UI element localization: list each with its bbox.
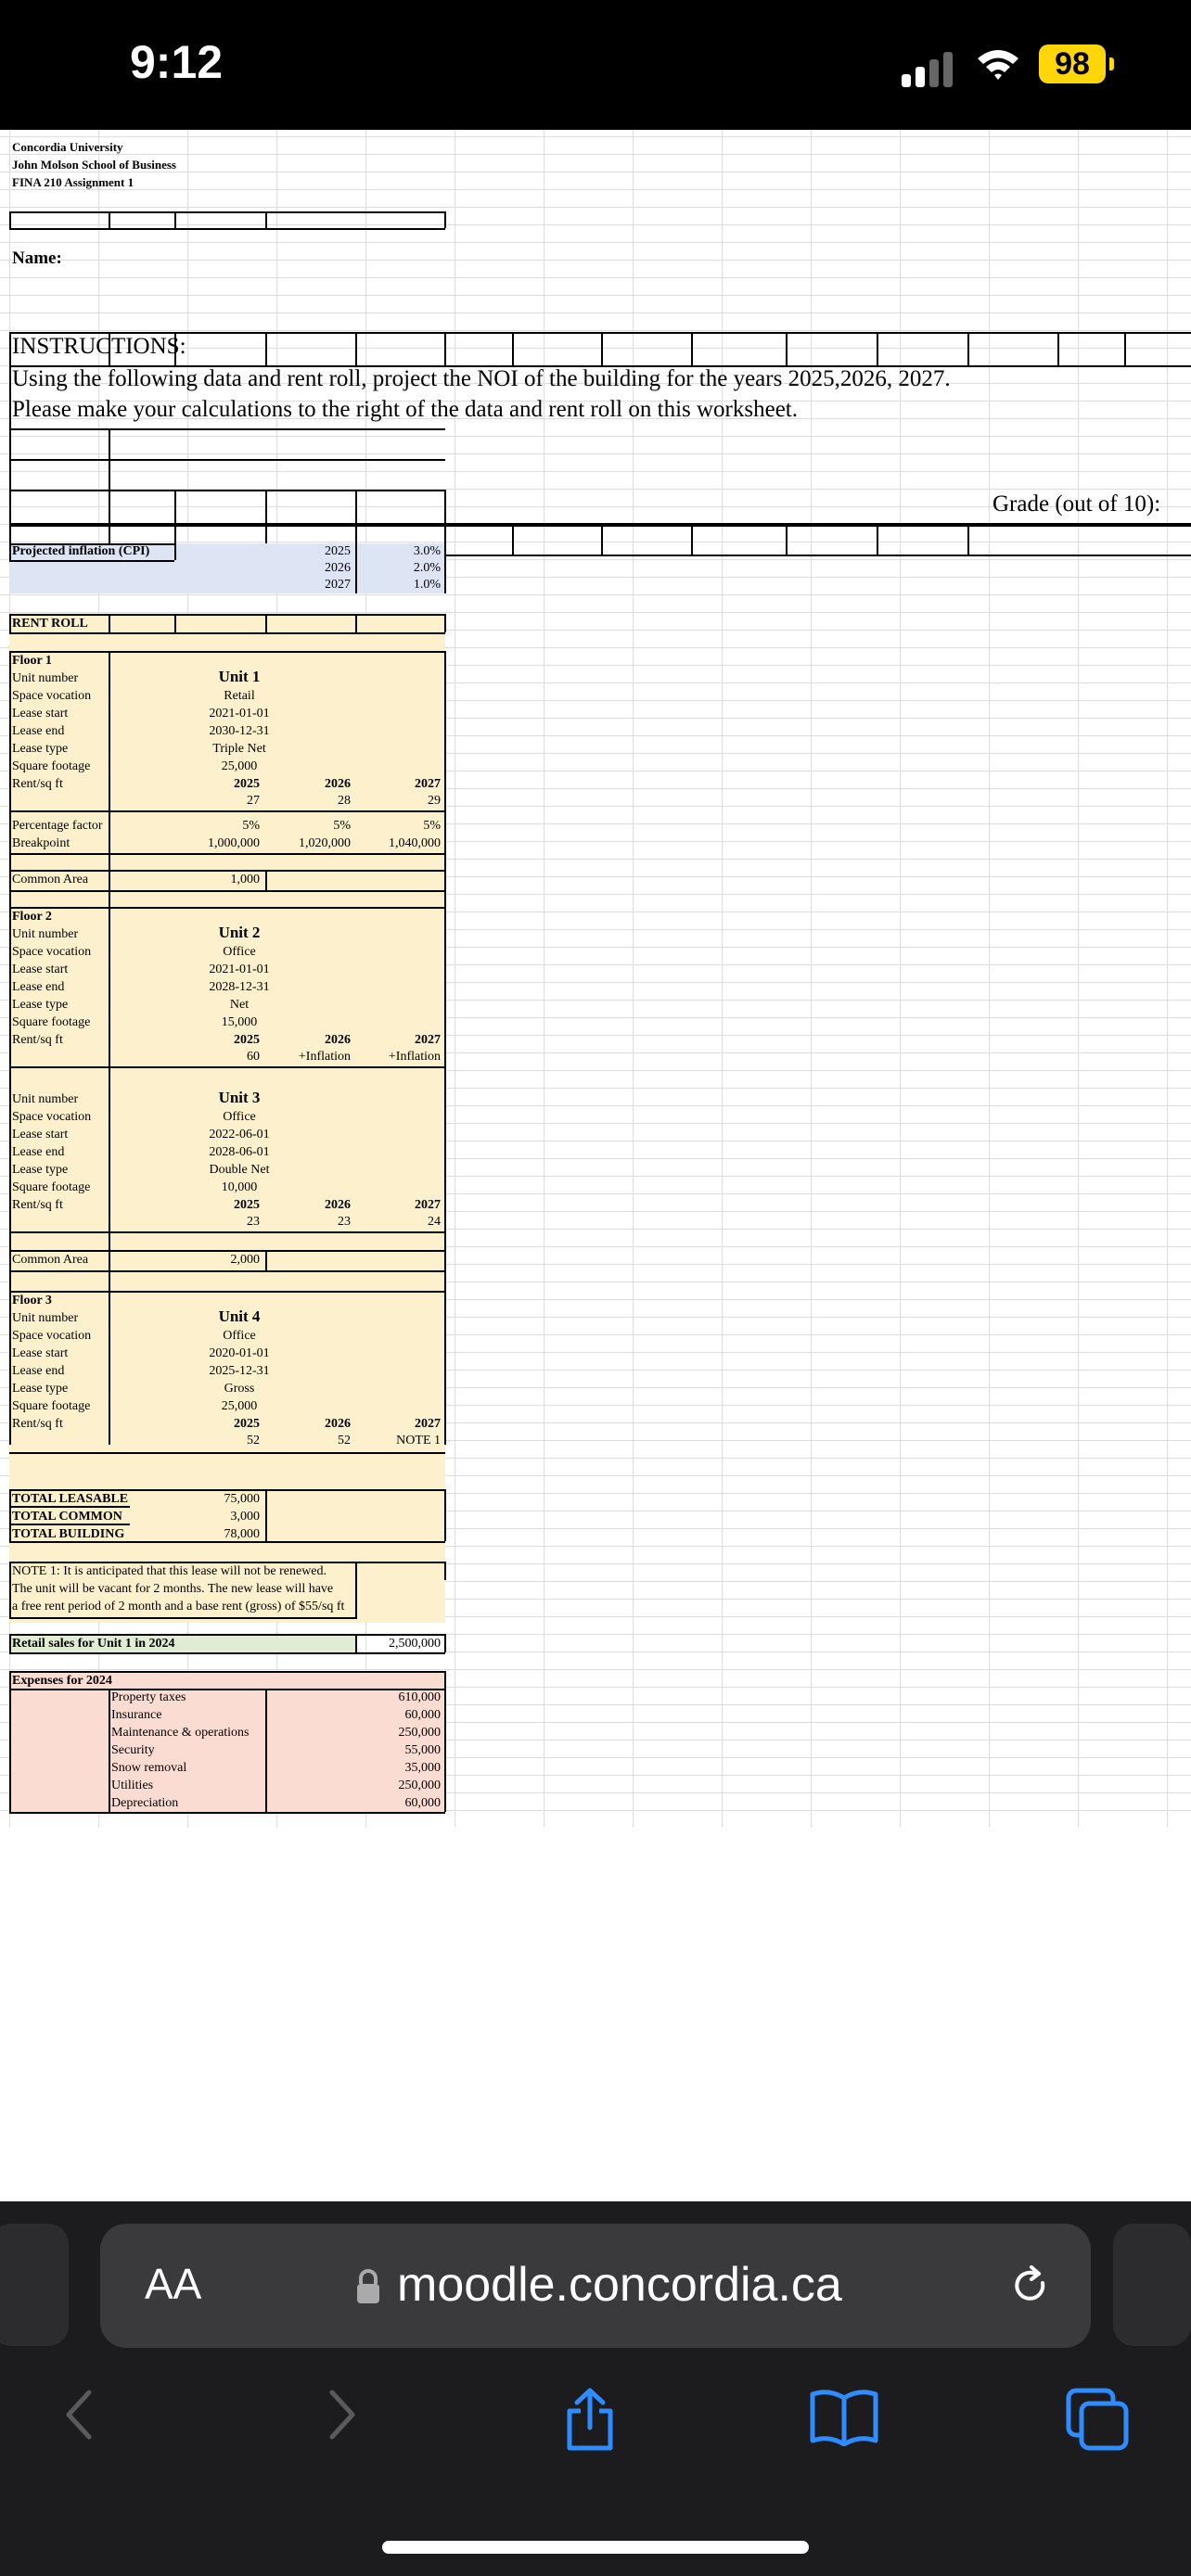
total-leasable-label: TOTAL LEASABLE	[12, 1492, 129, 1506]
unit-3-rent[interactable]: 23	[247, 1215, 260, 1229]
instructions-title: INSTRUCTIONS:	[12, 334, 186, 359]
unit-1-breakpoint[interactable]: 1,020,000	[299, 836, 351, 850]
unit-3-rent[interactable]: 23	[338, 1215, 351, 1229]
sheet-blank-area	[0, 1827, 1191, 2201]
row-label: Unit number	[12, 671, 79, 685]
unit-1-lease-type[interactable]: Triple Net	[212, 742, 266, 756]
expense-value[interactable]: 610,000	[398, 1690, 441, 1704]
expense-label: Maintenance & operations	[111, 1726, 250, 1740]
row-label: Rent/sq ft	[12, 777, 63, 791]
course-title: FINA 210 Assignment 1	[12, 175, 134, 189]
row-label: Space vocation	[12, 1110, 92, 1124]
unit-1-rent[interactable]: 27	[247, 794, 260, 808]
expense-value[interactable]: 35,000	[404, 1761, 441, 1775]
name-label: Name:	[12, 249, 62, 268]
clock: 9:12	[130, 36, 224, 88]
floor-3-title: Floor 3	[12, 1294, 52, 1307]
retail-sales-label: Retail sales for Unit 1 in 2024	[12, 1637, 175, 1651]
inflation-rate[interactable]: 3.0%	[413, 544, 441, 558]
expense-label: Property taxes	[111, 1690, 186, 1704]
row-label: Lease start	[12, 963, 69, 976]
unit-2-year: 2025	[234, 1033, 260, 1047]
spreadsheet-document[interactable]	[0, 130, 1191, 2201]
floor-2-title: Floor 2	[12, 910, 52, 924]
row-label: Unit number	[12, 1092, 79, 1106]
unit-1-rent[interactable]: 29	[428, 794, 441, 808]
forward-icon[interactable]	[321, 2387, 362, 2442]
row-label: Rent/sq ft	[12, 1033, 63, 1047]
back-icon[interactable]	[59, 2387, 100, 2442]
unit-1-pct-factor[interactable]: 5%	[242, 819, 260, 833]
bookmarks-icon[interactable]	[809, 2387, 879, 2446]
unit-2-rent[interactable]: +Inflation	[298, 1050, 351, 1064]
inflation-year: 2025	[325, 544, 351, 558]
inflation-rate[interactable]: 1.0%	[413, 578, 441, 592]
unit-4-sqft[interactable]: 25,000	[221, 1399, 258, 1413]
unit-2-sqft[interactable]: 15,000	[221, 1015, 258, 1029]
expense-value[interactable]: 250,000	[398, 1779, 441, 1792]
row-label: Lease end	[12, 1145, 65, 1159]
row-label: Lease type	[12, 998, 69, 1012]
unit-3-vocation[interactable]: Office	[223, 1110, 256, 1124]
expense-label: Utilities	[111, 1779, 154, 1792]
expense-label: Depreciation	[111, 1796, 179, 1810]
unit-3-year: 2026	[325, 1198, 351, 1212]
row-label: Unit number	[12, 1311, 79, 1325]
unit-1-year: 2027	[415, 777, 441, 791]
row-label: Square footage	[12, 1015, 91, 1029]
unit-1-vocation[interactable]: Retail	[224, 689, 255, 703]
row-label: Breakpoint	[12, 836, 70, 850]
unit-1-breakpoint[interactable]: 1,000,000	[208, 836, 260, 850]
total-common-value[interactable]: 3,000	[230, 1510, 260, 1524]
expenses-title: Expenses for 2024	[12, 1674, 112, 1688]
expense-value[interactable]: 250,000	[398, 1726, 441, 1740]
unit-4-lease-type[interactable]: Gross	[224, 1382, 255, 1396]
share-icon[interactable]	[560, 2387, 620, 2452]
row-label: Square footage	[12, 759, 91, 773]
total-building-value[interactable]: 78,000	[224, 1527, 260, 1541]
unit-3-year: 2025	[234, 1198, 260, 1212]
unit-4-year: 2027	[415, 1417, 441, 1431]
row-label: Space vocation	[12, 1329, 92, 1343]
inflation-label: Projected inflation (CPI)	[12, 544, 150, 558]
expense-label: Security	[111, 1743, 155, 1757]
note-line-3: a free rent period of 2 month and a base rent (gross) of $55/sq ft	[12, 1600, 345, 1613]
unit-1-lease-end[interactable]: 2030-12-31	[209, 724, 270, 738]
battery-icon: 98	[1039, 45, 1106, 83]
unit-1-year: 2025	[234, 777, 260, 791]
row-label: Lease type	[12, 742, 69, 756]
inflation-year: 2026	[325, 561, 351, 575]
row-label: Lease start	[12, 1346, 69, 1360]
next-tab-preview[interactable]	[1113, 2224, 1191, 2346]
unit-2-year: 2027	[415, 1033, 441, 1047]
expense-value[interactable]: 55,000	[404, 1743, 441, 1757]
row-label: Lease type	[12, 1382, 69, 1396]
unit-4-year: 2026	[325, 1417, 351, 1431]
row-label: Lease end	[12, 1364, 65, 1378]
unit-2-name[interactable]: Unit 2	[218, 924, 261, 941]
unit-4-vocation[interactable]: Office	[223, 1329, 256, 1343]
instructions-line-1: Using the following data and rent roll, project the NOI of the building for the years 2025,2026, 2027.	[12, 366, 951, 391]
row-label: Lease type	[12, 1163, 69, 1177]
unit-1-pct-factor[interactable]: 5%	[423, 819, 441, 833]
address-bar[interactable]	[100, 2224, 1091, 2348]
expense-label: Snow removal	[111, 1761, 187, 1775]
unit-2-lease-type[interactable]: Net	[229, 998, 250, 1012]
university-name: Concordia University	[12, 140, 123, 154]
lock-icon	[354, 2268, 382, 2305]
row-label: Square footage	[12, 1399, 91, 1413]
unit-3-lease-type[interactable]: Double Net	[209, 1163, 270, 1177]
cellular-signal-icon	[902, 52, 954, 87]
unit-3-lease-start[interactable]: 2022-06-01	[209, 1128, 270, 1141]
inflation-rate[interactable]: 2.0%	[413, 561, 441, 575]
unit-2-rent[interactable]: 60	[247, 1050, 260, 1064]
rent-roll-title: RENT ROLL	[12, 617, 88, 631]
browser-bottom-bar	[0, 2201, 1191, 2576]
row-label: Square footage	[12, 1180, 91, 1194]
note-line-1: NOTE 1: It is anticipated that this lease will not be renewed.	[12, 1564, 327, 1578]
total-common-label: TOTAL COMMON	[12, 1510, 122, 1524]
unit-1-year: 2026	[325, 777, 351, 791]
row-label: Common Area	[12, 873, 89, 886]
unit-4-lease-start[interactable]: 2020-01-01	[209, 1346, 270, 1360]
row-label: Rent/sq ft	[12, 1417, 63, 1431]
unit-2-lease-start[interactable]: 2021-01-01	[209, 963, 270, 976]
row-label: Percentage factor	[12, 819, 103, 833]
battery-tip	[1109, 57, 1114, 70]
total-leasable-value[interactable]: 75,000	[224, 1492, 260, 1506]
unit-2-year: 2026	[325, 1033, 351, 1047]
row-label: Lease start	[12, 707, 69, 721]
total-building-label: TOTAL BUILDING	[12, 1527, 125, 1541]
unit-1-sqft[interactable]: 25,000	[221, 759, 258, 773]
unit-1-lease-start[interactable]: 2021-01-01	[209, 707, 270, 721]
expense-value[interactable]: 60,000	[404, 1708, 441, 1722]
unit-2-lease-end[interactable]: 2028-12-31	[209, 980, 270, 994]
unit-3-lease-end[interactable]: 2028-06-01	[209, 1145, 270, 1159]
unit-4-name[interactable]: Unit 4	[218, 1307, 261, 1325]
unit-4-rent[interactable]: NOTE 1	[396, 1434, 441, 1447]
url-text[interactable]: moodle.concordia.ca	[397, 2258, 842, 2312]
row-label: Lease start	[12, 1128, 69, 1141]
unit-4-lease-end[interactable]: 2025-12-31	[209, 1364, 270, 1378]
previous-tab-preview[interactable]	[0, 2224, 69, 2346]
row-label: Space vocation	[12, 689, 92, 703]
home-indicator	[382, 2541, 809, 2554]
floor-1-title: Floor 1	[12, 654, 52, 668]
tabs-icon[interactable]	[1065, 2387, 1130, 2452]
unit-1-pct-factor[interactable]: 5%	[333, 819, 351, 833]
row-label: Lease end	[12, 724, 65, 738]
row-label: Space vocation	[12, 945, 92, 959]
unit-2-vocation[interactable]: Office	[223, 945, 256, 959]
unit-4-rent[interactable]: 52	[338, 1434, 351, 1447]
unit-1-breakpoint[interactable]: 1,040,000	[389, 836, 441, 850]
grade-label: Grade (out of 10):	[992, 491, 1161, 516]
unit-1-rent[interactable]: 28	[338, 794, 351, 808]
retail-sales-value[interactable]: 2,500,000	[389, 1637, 441, 1651]
text-size-button[interactable]: AA	[145, 2260, 202, 2308]
row-label: Lease end	[12, 980, 65, 994]
floor-1-common-area[interactable]: 1,000	[230, 873, 260, 886]
expense-label: Insurance	[111, 1708, 162, 1722]
status-bar	[0, 0, 1191, 130]
wifi-icon	[976, 46, 1020, 83]
unit-2-rent[interactable]: +Inflation	[388, 1050, 441, 1064]
school-name: John Molson School of Business	[12, 158, 176, 172]
unit-3-sqft[interactable]: 10,000	[221, 1180, 258, 1194]
unit-4-rent[interactable]: 52	[247, 1434, 260, 1447]
expense-value[interactable]: 60,000	[404, 1796, 441, 1810]
unit-3-year: 2027	[415, 1198, 441, 1212]
row-label: Unit number	[12, 927, 79, 941]
inflation-year: 2027	[325, 578, 351, 592]
reload-icon[interactable]	[1007, 2263, 1054, 2309]
unit-1-name[interactable]: Unit 1	[218, 668, 261, 685]
row-label: Rent/sq ft	[12, 1198, 63, 1212]
instructions-line-2: Please make your calculations to the right of the data and rent roll on this worksheet.	[12, 397, 798, 422]
note-line-2: The unit will be vacant for 2 months. The new lease will have	[12, 1582, 334, 1596]
unit-4-year: 2025	[234, 1417, 260, 1431]
row-label: Common Area	[12, 1253, 89, 1267]
unit-3-name[interactable]: Unit 3	[218, 1089, 261, 1106]
floor-2-common-area[interactable]: 2,000	[230, 1253, 260, 1267]
unit-3-rent[interactable]: 24	[428, 1215, 441, 1229]
